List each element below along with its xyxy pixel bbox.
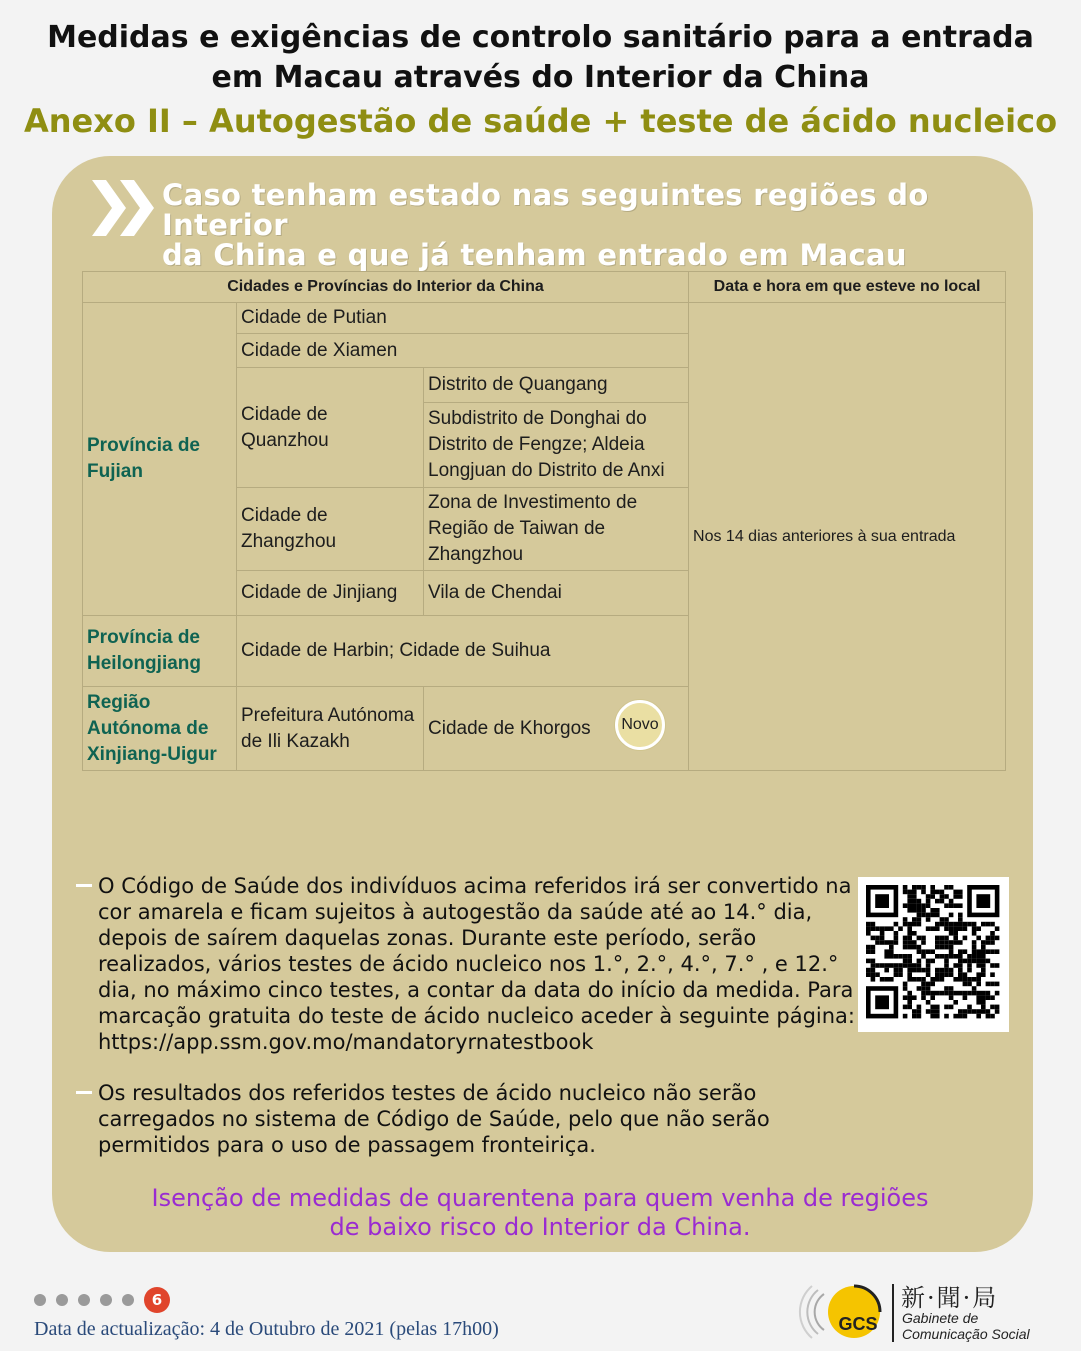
city-zhangzhou: Cidade de Zhangzhou xyxy=(237,488,424,571)
region-xinjiang: Região Autónoma de Xinjiang-Uigur xyxy=(83,687,237,771)
city-xiamen: Cidade de Xiamen xyxy=(237,334,689,368)
note-test-results xyxy=(76,1080,836,1158)
panel-heading-line2: da China e que já tenham entrado em Macau xyxy=(162,238,907,272)
province-fujian: Província de Fujian xyxy=(83,303,237,616)
logo-chinese-name: 新·聞·局 xyxy=(901,1284,999,1312)
logo-pt-line2: Comunicação Social xyxy=(902,1326,1030,1342)
note-health-code xyxy=(76,873,856,1055)
district-quangang: Distrito de Quangang xyxy=(424,368,689,403)
regions-table xyxy=(82,271,1006,771)
gcs-logo-icon xyxy=(798,1278,890,1346)
update-date: Data de actualização: 4 de Outubro de 2021 (pelas 17h00) xyxy=(34,1318,499,1340)
chevron-double-right-icon xyxy=(92,180,154,236)
logo-portuguese-name xyxy=(902,1310,1030,1342)
page-dot[interactable] xyxy=(78,1294,90,1306)
page-indicator xyxy=(34,1288,170,1312)
gcs-logo-text: GCS xyxy=(838,1314,878,1334)
page-dot[interactable] xyxy=(122,1294,134,1306)
page-title-line1: Medidas e exigências de controlo sanitário para a entrada xyxy=(47,20,1034,55)
province-heilongjiang: Província de Heilongjiang xyxy=(83,616,237,687)
city-jinjiang: Cidade de Jinjiang xyxy=(237,571,424,616)
new-badge: Novo xyxy=(615,700,665,750)
qr-code-icon[interactable] xyxy=(858,877,1009,1032)
city-putian: Cidade de Putian xyxy=(237,303,689,334)
city-khorgos: Cidade de Khorgos xyxy=(424,687,689,771)
page-dot[interactable] xyxy=(56,1294,68,1306)
note-test-results-text: Os resultados dos referidos testes de ácido nucleico não serão carregados no sistema de Código de Saúde, pelo que não serão permitidos para o uso de passagem fronteiriça. xyxy=(98,1081,770,1157)
exemption-notice: Isenção de medidas de quarentena para quem venha de regiões de baixo risco do Interior da China. xyxy=(151,1184,929,1241)
panel-heading xyxy=(162,180,1012,270)
column-header-date: Data e hora em que esteve no local xyxy=(689,272,1006,303)
gcs-logo xyxy=(798,1278,1068,1346)
page-dot[interactable] xyxy=(34,1294,46,1306)
prefecture-ili-kazakh: Prefeitura Autónoma de Ili Kazakh xyxy=(237,687,424,771)
logo-separator xyxy=(892,1284,894,1342)
subdistrict-donghai: Subdistrito de Donghai do Distrito de Fengze; Aldeia Longjuan do Distrito de Anxi xyxy=(424,403,689,488)
page-dot[interactable] xyxy=(100,1294,112,1306)
page-title-line2: em Macau através do Interior da China xyxy=(211,60,870,95)
column-header-region: Cidades e Províncias do Interior da China xyxy=(83,272,689,303)
zone-taiwan-investment: Zona de Investimento de Região de Taiwan de Zhangzhou xyxy=(424,488,689,571)
bullet-dash xyxy=(76,884,92,887)
bullet-dash xyxy=(76,1091,92,1094)
page-subtitle: Anexo II – Autogestão de saúde + teste de ácido nucleico xyxy=(23,102,1058,140)
cities-harbin-suihua: Cidade de Harbin; Cidade de Suihua xyxy=(237,616,689,687)
logo-pt-line1: Gabinete de xyxy=(902,1310,979,1326)
date-cell: Nos 14 dias anteriores à sua entrada xyxy=(689,303,1006,771)
city-quanzhou: Cidade de Quanzhou xyxy=(237,368,424,488)
note-health-code-text: O Código de Saúde dos indivíduos acima referidos irá ser convertido na cor amarela e ficam sujeitos à autogestão da saúde até ao 14.° dia, depois de saírem daquelas zonas. Durante este período, serão realizados, vários testes de ácido nucleico nos 1.°, 2.°, 4.°, 7.° , e 12.° dia, no máximo cinco testes, a contar da data do início da medida. Para marcação gratuita do teste de ácido nucleico aceder à seguinte página: https://app.ssm.gov.mo/mandatoryrnatestbook xyxy=(98,874,855,1054)
panel-heading-line1: Caso tenham estado nas seguintes regiões do Interior xyxy=(162,178,929,242)
current-page-badge[interactable]: 6 xyxy=(144,1287,170,1313)
town-chendai: Vila de Chendai xyxy=(424,571,689,616)
